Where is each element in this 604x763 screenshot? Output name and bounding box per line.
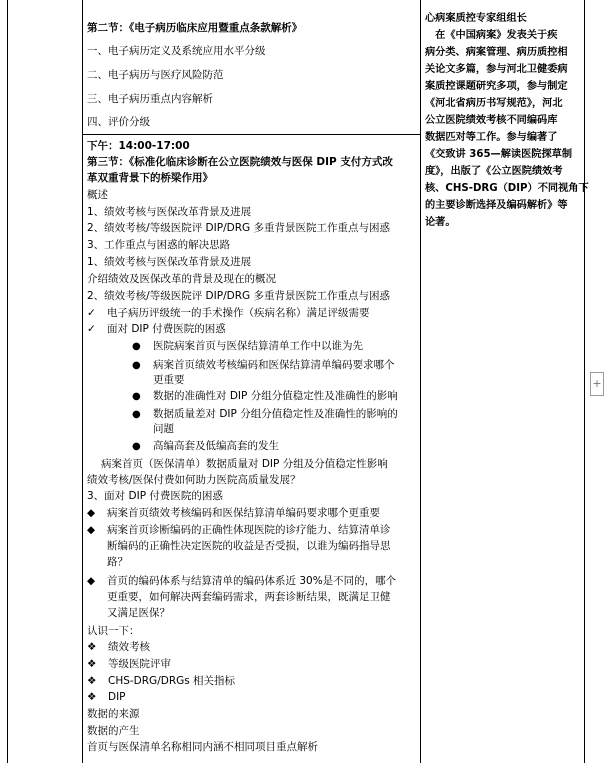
fleur-icon: ❖ <box>87 641 97 653</box>
tail-line: 数据的产生 <box>87 725 140 737</box>
check-item <box>87 323 226 336</box>
section3-title: 第三节：《标准化临床诊断在公立医院绩效与医保 DIP 支付方式改 <box>87 156 393 168</box>
bullet-icon: ● <box>132 409 141 420</box>
diamond-item-text: 首页的编码体系与结算清单的编码体系近 30%是不同的，哪个 <box>107 575 397 587</box>
bullet-icon: ● <box>132 391 141 402</box>
bullet-item-text: 病案首页绩效考核编码和医保结算清单编码要求哪个 <box>153 359 395 371</box>
diamond-item-text-cont: 更重要，如何解决两套编码需求，两套诊断结果，既满足卫健 <box>107 591 391 603</box>
bullet-icon: ● <box>132 341 141 352</box>
body-line: 3、面对 DIP 付费医院的困惑 <box>87 490 223 502</box>
expand-button[interactable]: + <box>590 372 604 396</box>
bullet-item-text-cont: 更重要 <box>153 374 185 386</box>
body-line: 1、绩效考核与医保改革背景及进展 <box>87 256 252 268</box>
expert-bio-line: 数据匹对等工作。参与编著了 <box>425 132 558 143</box>
table-border-col1 <box>82 0 83 763</box>
expert-bio-line: 的主要诊断选择及编码解析》等 <box>425 200 568 211</box>
expert-bio-line: 《交致讲 365—解读医院探草制 <box>425 149 573 160</box>
check-icon: ✓ <box>87 323 96 335</box>
check-item-text: 面对 DIP 付费医院的困惑 <box>107 323 226 335</box>
tail-line: 数据的来源 <box>87 708 140 720</box>
table-border-col2 <box>420 0 421 763</box>
bullet-item-text: 高编高套及低编高套的发生 <box>153 440 279 452</box>
check-icon: ✓ <box>87 307 96 319</box>
afternoon-time: 下午：14:00-17:00 <box>87 140 190 152</box>
check-item-text: 电子病历评级统一的手术操作（疾病名称）满足评级需要 <box>107 307 370 319</box>
section2-item: 三、电子病历重点内容解析 <box>87 93 213 105</box>
fleur-icon: ❖ <box>87 658 97 670</box>
expert-bio-line: 关论文多篇，参与河北卫健委病 <box>425 64 568 75</box>
know-label: 认识一下： <box>87 625 140 637</box>
diamond-item-text: 病案首页诊断编码的正确性体现医院的诊疗能力、结算清单诊 <box>107 524 391 536</box>
bullet-icon: ● <box>132 360 141 371</box>
expert-bio-line: 论著。 <box>425 217 456 228</box>
table-row-divider <box>82 134 420 135</box>
bullet-item-text: 数据质量差对 DIP 分组分值稳定性及准确性的影响的 <box>153 408 398 420</box>
body-line: 介绍绩效及医保改革的背景及现在的概况 <box>87 273 276 285</box>
know-item-text: 等级医院评审 <box>108 658 171 670</box>
section3-title-cont: 革双重背景下的桥梁作用》 <box>87 172 213 184</box>
know-item-text: 绩效考核 <box>108 641 150 653</box>
expert-bio-line: 《河北省病历书写规范》，河北 <box>425 98 563 109</box>
section2-item: 二、电子病历与医疗风险防范 <box>87 69 224 81</box>
tail-line: 首页与医保清单名称相同内涵不相同项目重点解析 <box>87 741 318 753</box>
diamond-icon: ◆ <box>87 507 96 519</box>
paragraph-line: 绩效考核/医保付费如何助力医院高质量发展？ <box>87 474 301 486</box>
diamond-icon: ◆ <box>87 575 96 587</box>
bullet-icon: ● <box>132 441 141 452</box>
expert-bio-line: 在《中国病案》发表关于疾 <box>425 30 558 41</box>
check-item <box>87 307 370 320</box>
diamond-item-text-cont: 断编码的正确性决定医院的收益是否受损，以谁为编码指导思 <box>107 540 391 552</box>
bullet-item-text: 医院病案首页与医保结算清单工作中以谁为先 <box>153 340 363 352</box>
body-line: 2、绩效考核/等级医院评 DIP/DRG 多重背景医院工作重点与困惑 <box>87 290 390 302</box>
section2-item: 一、电子病历定义及系统应用水平分级 <box>87 45 266 57</box>
expert-bio-line: 核、CHS-DRG（DIP）不同视角下 <box>425 183 589 194</box>
fleur-icon: ❖ <box>87 675 97 687</box>
paragraph-line: 病案首页（医保清单）数据质量对 DIP 分组及分值稳定性影响 <box>101 458 388 470</box>
expert-bio-line: 病分类、病案管理、病历质控相 <box>425 47 568 58</box>
body-line: 1、绩效考核与医保改革背景及进展 <box>87 206 252 218</box>
body-line: 概述 <box>87 189 108 201</box>
expert-bio-line: 案质控课题研究多项，参与制定 <box>425 81 568 92</box>
know-item-text: DIP <box>108 691 126 703</box>
body-line: 3、工作重点与困惑的解决思路 <box>87 239 231 251</box>
expert-bio-line: 度》，出版了《公立医院绩效考 <box>425 166 563 177</box>
bullet-item-text-cont: 问题 <box>153 423 174 435</box>
expert-bio-line: 心病案质控专家组组长 <box>425 13 527 24</box>
know-item-text: CHS-DRG/DRGs 相关指标 <box>108 675 236 687</box>
diamond-item-text: 病案首页绩效考核编码和医保结算清单编码要求哪个更重要 <box>107 507 380 519</box>
body-line: 2、绩效考核/等级医院评 DIP/DRG 多重背景医院工作重点与困惑 <box>87 222 390 234</box>
diamond-item-text-cont: 路？ <box>107 556 128 568</box>
table-border-left <box>7 0 8 763</box>
bullet-item-text: 数据的准确性对 DIP 分组分值稳定性及准确性的影响 <box>153 390 398 402</box>
fleur-icon: ❖ <box>87 691 97 703</box>
section2-item: 四、评价分级 <box>87 116 150 128</box>
expert-bio-line: 公立医院绩效考核不同编码库 <box>425 115 558 126</box>
diamond-icon: ◆ <box>87 524 96 536</box>
diamond-item-text-cont: 又满足医保？ <box>107 607 170 619</box>
section2-title: 第二节：《电子病历临床应用暨重点条款解析》 <box>87 22 303 34</box>
expert-bio <box>425 10 589 231</box>
